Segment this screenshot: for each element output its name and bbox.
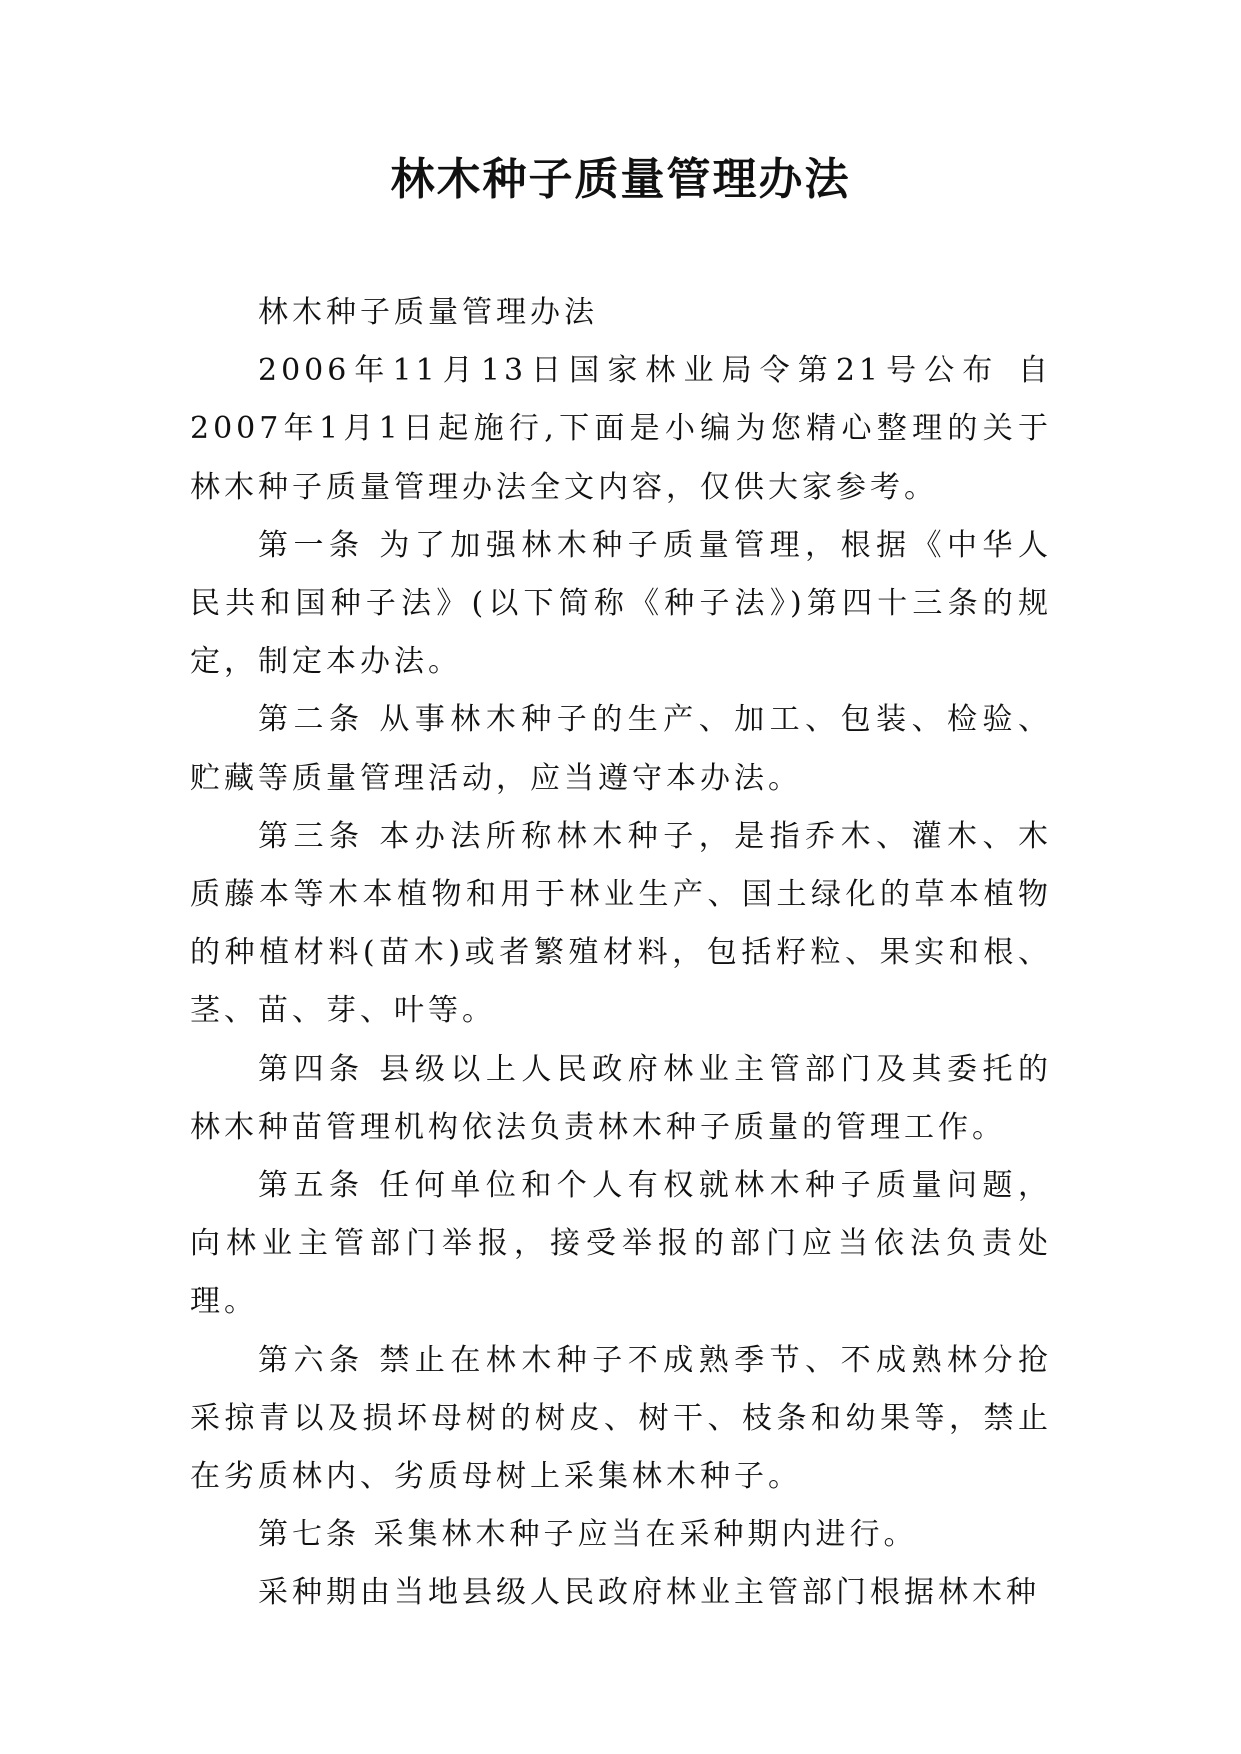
- paragraph-intro: 2006年11月13日国家林业局令第21号公布 自2007年1月1日起施行,下面是小编为您精心整理的关于林木种子质量管理办法全文内容，仅供大家参考。: [190, 353, 1052, 505]
- paragraph-article-5: 第五条 任何单位和个人有权就林木种子质量问题，向林业主管部门举报，接受举报的部门应当依法负责处理。: [190, 1168, 1052, 1320]
- document-title: 林木种子质量管理办法: [390, 154, 851, 205]
- paragraph-article-7: 第七条 采集林木种子应当在采种期内进行。: [258, 1517, 918, 1553]
- paragraph-article-6: 第六条 禁止在林木种子不成熟季节、不成熟林分抢采掠青以及损坏母树的树皮、树干、枝条和幼果等，禁止在劣质林内、劣质母树上采集林木种子。: [190, 1342, 1052, 1495]
- paragraph-article-2: 第二条 从事林木种子的生产、加工、包装、检验、贮藏等质量管理活动，应当遵守本办法。: [190, 702, 1052, 796]
- document-body: [190, 284, 1052, 1623]
- paragraph-article-4: 第四条 县级以上人民政府林业主管部门及其委托的林木种苗管理机构依法负责林木种子质量的管理工作。: [190, 1051, 1052, 1145]
- paragraph-article-3: 第三条 本办法所称林木种子，是指乔木、灌木、木质藤本等木本植物和用于林业生产、国土绿化的草本植物的种植材料(苗木)或者繁殖材料，包括籽粒、果实和根、茎、苗、芽、叶等。: [190, 818, 1052, 1029]
- paragraph-subtitle: 林木种子质量管理办法: [258, 295, 598, 330]
- paragraph-article-1: 第一条 为了加强林木种子质量管理，根据《中华人民共和国种子法》(以下简称《种子法》)第四十三条的规定，制定本办法。: [190, 527, 1052, 680]
- paragraph-article-7-continued: 采种期由当地县级人民政府林业主管部门根据林木种: [258, 1575, 1040, 1611]
